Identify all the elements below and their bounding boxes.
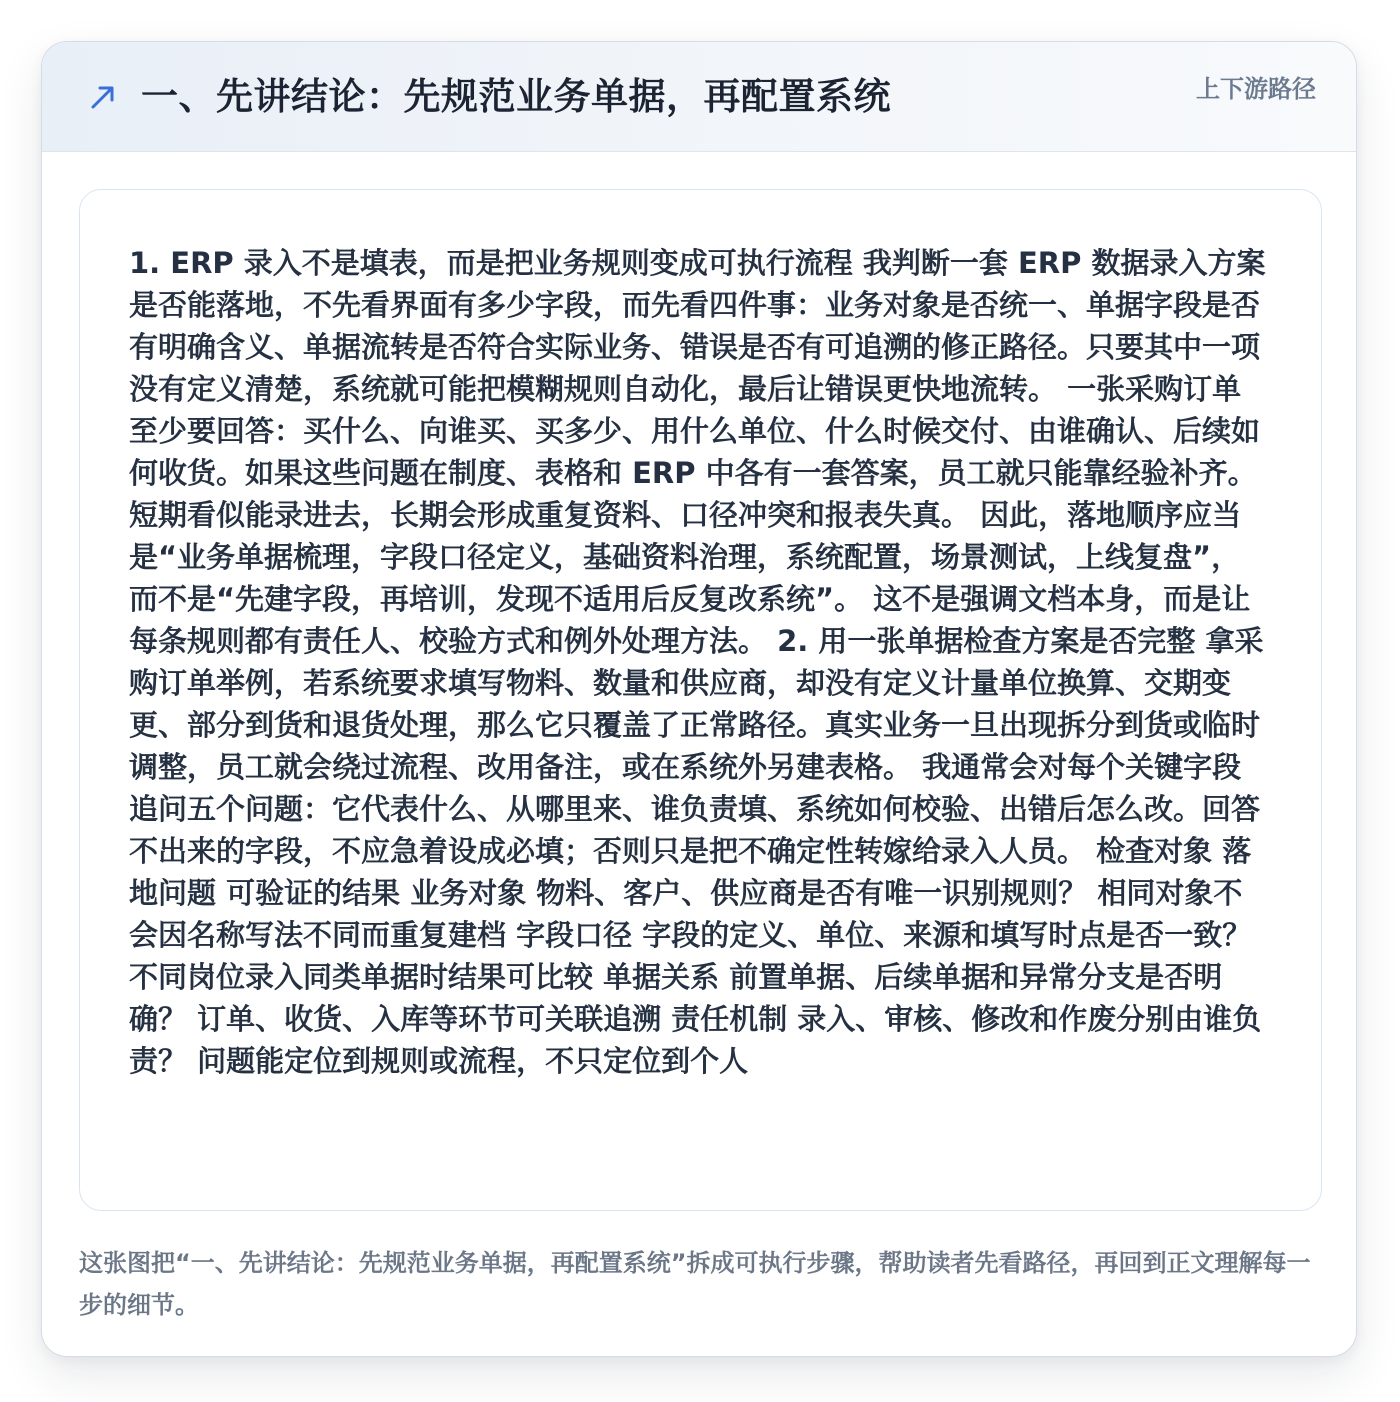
figure-caption: 这张图把“一、先讲结论：先规范业务单据，再配置系统”拆成可执行步骤，帮助读者先看路径，再回到正文理解每一步的细节。	[79, 1249, 1311, 1319]
card-header	[42, 42, 1356, 152]
content-panel	[79, 189, 1322, 1211]
section-title: 一、先讲结论：先规范业务单据，再配置系统	[141, 75, 891, 118]
body-text: 1. ERP 录入不是填表，而是把业务规则变成可执行流程 我判断一套 ERP 数据录入方案是否能落地，不先看界面有多少字段，而先看四件事：业务对象是否统一、单据字段是否有明确含义、单据流转是否符合实际业务、错误是否有可追溯的修正路径。只要其中一项没有定义清楚，系统就可能把模糊规则自动化，最后让错误更快地流转。 一张采购订单至少要回答：买什么、向谁买、买多少、用什么单位、什么时候交付、由谁确认、后续如何收货。如果这些问题在制度、表格和 ERP 中各有一套答案，员工就只能靠经验补齐。短期看似能录进去，长期会形成重复资料、口径冲突和报表失真。 因此，落地顺序应当是“业务单据梳理，字段口径定义，基础资料治理，系统配置，场景测试，上线复盘”，而不是“先建字段，再培训，发现不适用后反复改系统”。 这不是强调文档本身，而是让每条规则都有责任人、校验方式和例外处理方法。 2. 用一张单据检查方案是否完整 拿采购订单举例，若系统要求填写物料、数量和供应商，却没有定义计量单位换算、交期变更、部分到货和退货处理，那么它只覆盖了正常路径。真实业务一旦出现拆分到货或临时调整，员工就会绕过流程、改用备注，或在系统外另建表格。 我通常会对每个关键字段追问五个问题：它代表什么、从哪里来、谁负责填、系统如何校验、出错后怎么改。回答不出来的字段，不应急着设成必填；否则只是把不确定性转嫁给录入人员。 检查对象 落地问题 可验证的结果 业务对象 物料、客户、供应商是否有唯一识别规则？ 相同对象不会因名称写法不同而重复建档 字段口径 字段的定义、单位、来源和填写时点是否一致？ 不同岗位录入同类单据时结果可比较 单据关系 前置单据、后续单据和异常分支是否明确？ 订单、收货、入库等环节可关联追溯 责任机制 录入、审核、修改和作废分别由谁负责？ 问题能定位到规则或流程，不只定位到个人	[129, 246, 1266, 1078]
section-tag: 上下游路径	[1196, 75, 1316, 103]
article-card	[41, 41, 1357, 1357]
arrow-up-right-icon	[88, 82, 118, 112]
